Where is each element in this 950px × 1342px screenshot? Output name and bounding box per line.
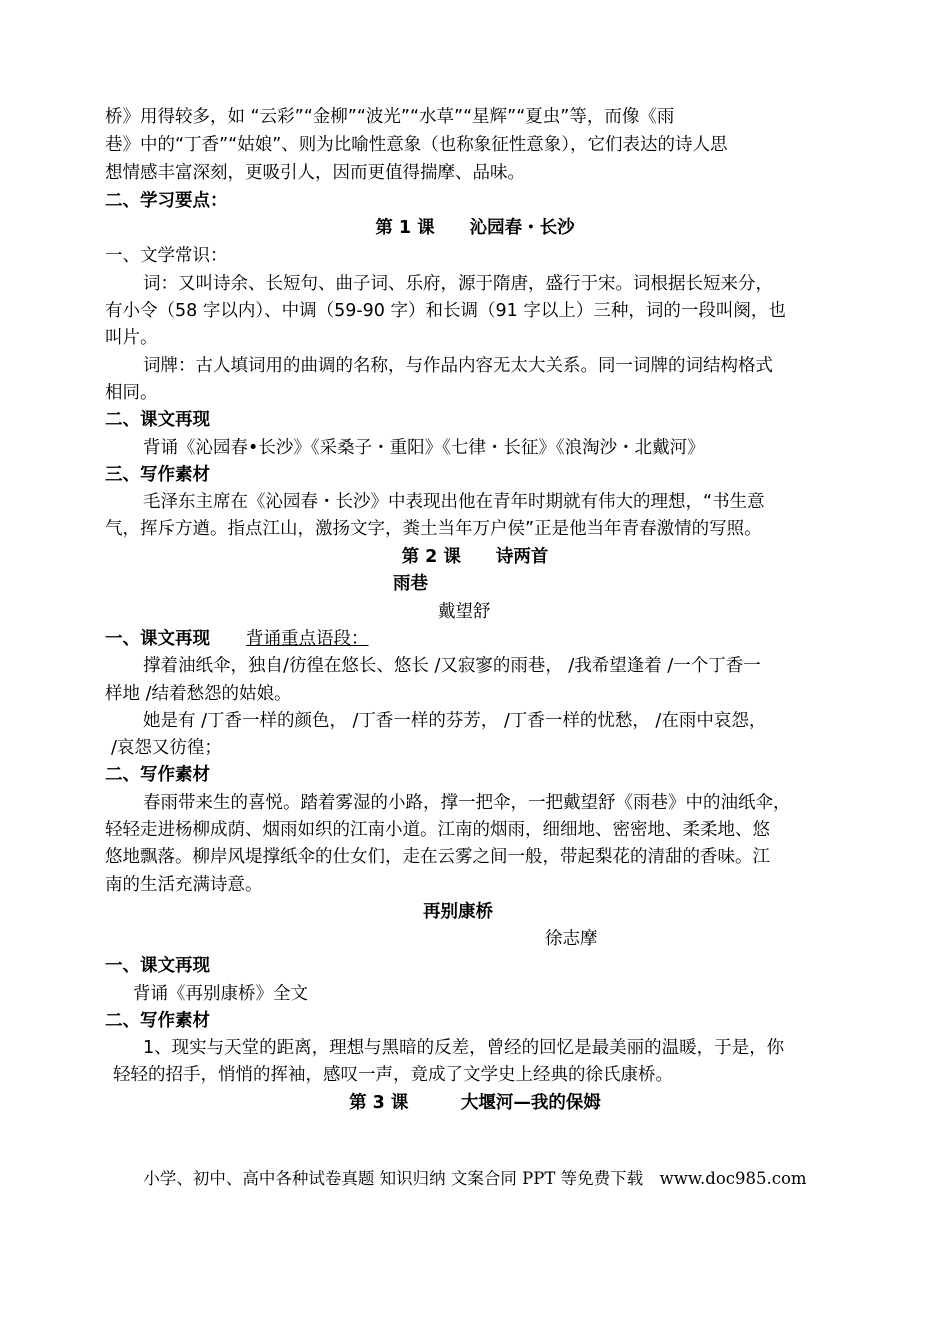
recite-subheading: 背诵重点语段： — [246, 629, 369, 649]
paragraph-line: 背诵《沁园春•长沙》《采桑子・重阳》《七律・长征》《浪淘沙・北戴河》 — [143, 438, 705, 458]
paragraph-line: 背诵《再别康桥》全文 — [133, 984, 308, 1004]
paragraph-line: 1、现实与天堂的距离，理想与黑暗的反差，曾经的回忆是最美丽的温暖，于是，你 — [143, 1038, 785, 1058]
intro-line-2: 巷》中的“丁香”“姑娘”、则为比喻性意象（也称象征性意象），它们表达的诗人思 — [105, 135, 728, 155]
lesson3-title: 第 3 课 大堰河—我的保姆 — [349, 1093, 601, 1113]
verse-line: /哀怨又彷徨； — [111, 738, 222, 758]
verse-line: 她是有 /丁香一样的颜色， /丁香一样的芬芳， /丁香一样的忧愁， /在雨中哀怨， — [143, 711, 767, 731]
lesson2-title: 第 2 课 诗两首 — [401, 547, 549, 567]
paragraph-line: 相同。 — [105, 383, 158, 403]
paragraph-line: 悠地飘落。柳岸风堤撑纸伞的仕女们，走在云雾之间一般，带起梨花的清甜的香味。江 — [105, 847, 770, 867]
paragraph-line: 毛泽东主席在《沁园春・长沙》中表现出他在青年时期就有伟大的理想，“书生意 — [143, 492, 765, 512]
intro-line-1: 桥》用得较多，如 “云彩”“金柳”“波光”“水草”“星辉”“夏虫”等，而像《雨 — [105, 107, 675, 127]
paragraph-line: 气，挥斥方遒。指点江山，激扬文字，粪土当年万户侯”正是他当年青春激情的写照。 — [105, 519, 762, 539]
page-footer: 小学、初中、高中各种试卷真题 知识归纳 文案合同 PPT 等免费下载 www.doc985.com — [143, 1169, 807, 1188]
paragraph-line: 南的生活充满诗意。 — [105, 875, 263, 895]
paragraph-line: 叫片。 — [105, 328, 158, 348]
poem-title: 雨巷 — [393, 574, 428, 594]
paragraph-line: 春雨带来生的喜悦。踏着雾湿的小路，撑一把伞，一把戴望舒《雨巷》中的油纸伞， — [143, 793, 791, 813]
lesson1-heading-writing: 三、写作素材 — [105, 465, 210, 485]
poem2-heading-writing: 二、写作素材 — [105, 1011, 210, 1031]
lesson2-heading-writing: 二、写作素材 — [105, 765, 210, 785]
lesson1-title: 第 1 课 沁园春・长沙 — [375, 218, 575, 238]
paragraph-line: 轻轻走进杨柳成荫、烟雨如织的江南小道。江南的烟雨，细细地、密密地、柔柔地、悠 — [105, 820, 770, 840]
poem2-heading-text: 一、课文再现 — [105, 956, 210, 976]
paragraph-line: 词：又叫诗余、长短句、曲子词、乐府，源于隋唐，盛行于宋。词根据长短来分， — [143, 274, 773, 294]
poem-title: 再别康桥 — [423, 902, 493, 922]
section-heading-study-points: 二、学习要点： — [105, 191, 228, 211]
paragraph-line: 词牌：古人填词用的曲调的名称，与作品内容无太大关系。同一词牌的词结构格式 — [143, 356, 773, 376]
paragraph-line: 有小令（58 字以内）、中调（59-90 字）和长调（91 字以上）三种，词的一段叫阕，也 — [105, 301, 786, 321]
intro-line-3: 想情感丰富深刻，更吸引人，因而更值得揣摩、品味。 — [105, 163, 525, 183]
poem-author: 徐志摩 — [545, 929, 598, 949]
poem-author: 戴望舒 — [438, 602, 491, 622]
lesson2-heading-text: 一、课文再现 — [105, 629, 210, 649]
paragraph-line: 轻轻的招手，悄悄的挥袖，感叹一声，竟成了文学史上经典的徐氏康桥。 — [113, 1065, 673, 1085]
verse-line: 样地 /结着愁怨的姑娘。 — [105, 684, 292, 704]
verse-line: 撑着油纸伞，独自/彷徨在悠长、悠长 /又寂寥的雨巷， /我希望逢着 /一个丁香一 — [143, 656, 761, 676]
lesson1-heading-text: 二、课文再现 — [105, 410, 210, 430]
lesson1-heading-literature: 一、文学常识： — [105, 246, 228, 266]
